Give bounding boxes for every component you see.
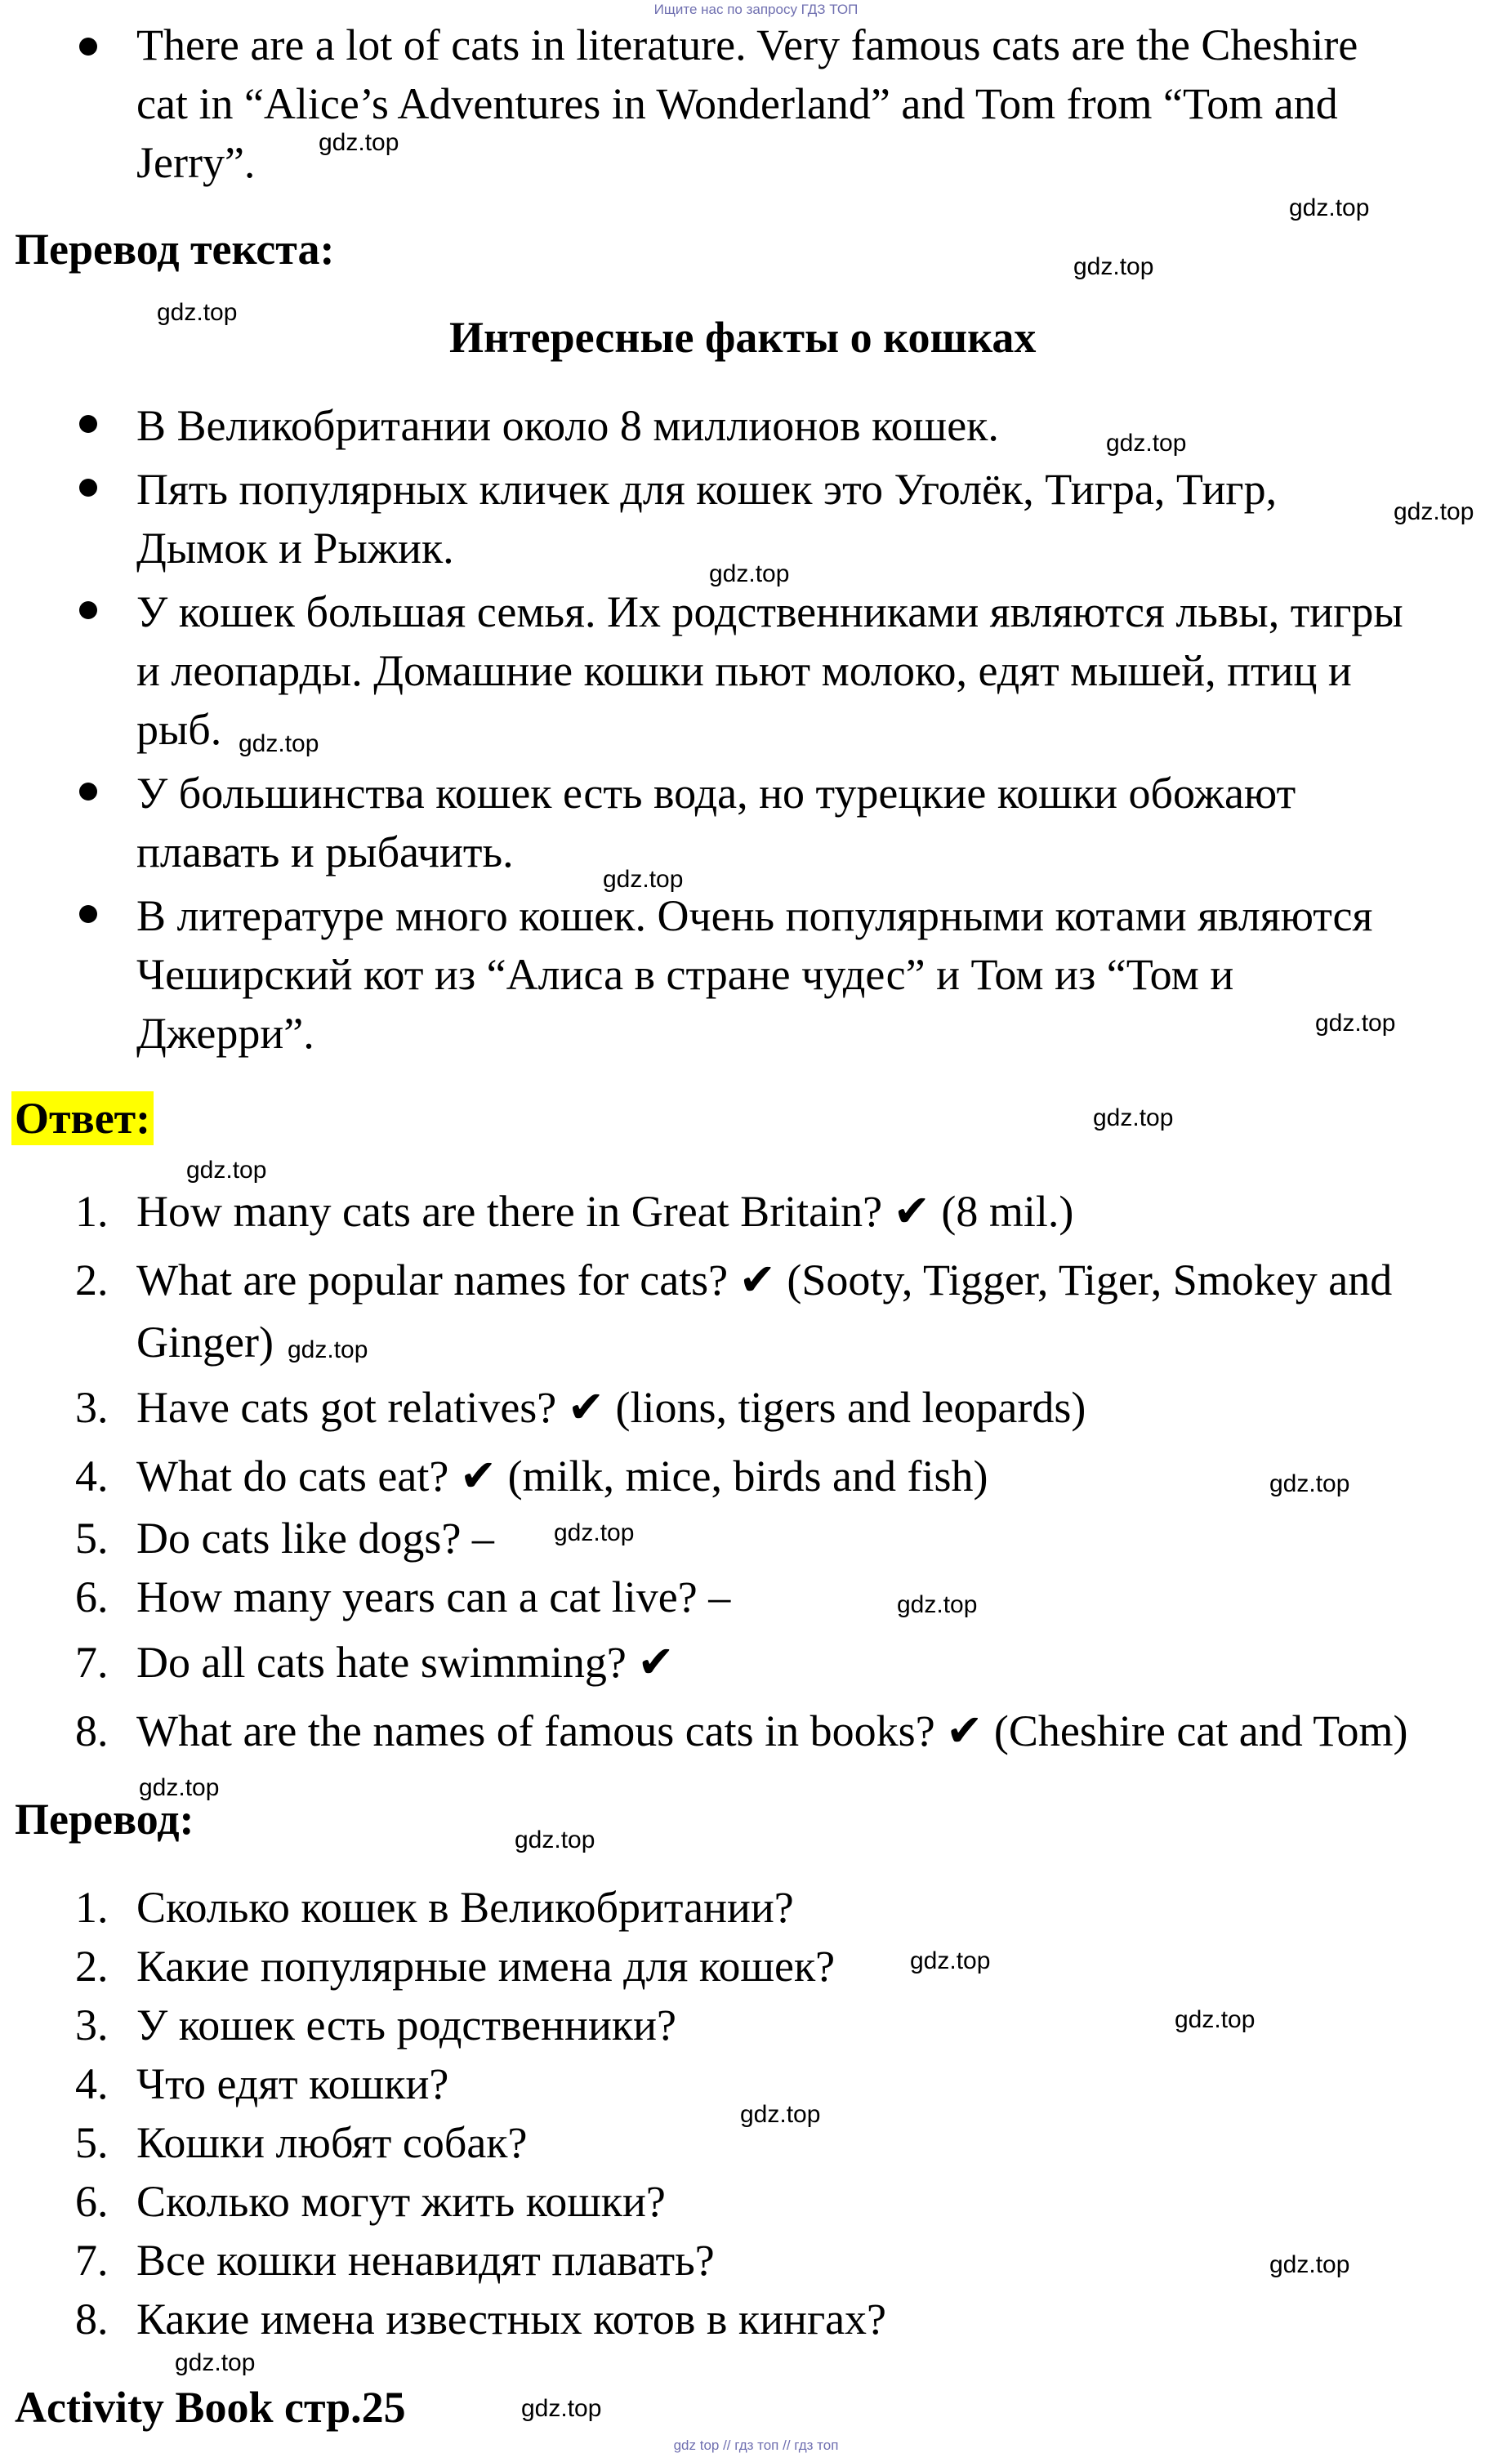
answer-question: Do cats like dogs? — [136, 1514, 462, 1563]
fact-line: В литературе много кошек. Очень популярными котами являются — [136, 891, 1373, 940]
fact-line: Чеширский кот из “Алиса в стране чудес” и Том из “Том и — [136, 950, 1234, 999]
watermark: gdz.top — [1315, 1010, 1396, 1037]
answer-question: Do all cats hate swimming? — [136, 1638, 627, 1687]
watermark: gdz.top — [709, 560, 790, 587]
watermark: gdz.top — [897, 1591, 978, 1618]
watermark: gdz.top — [1106, 430, 1187, 457]
translation-line: Сколько кошек в Великобритании? — [136, 1883, 794, 1932]
bullet-dot — [79, 905, 97, 923]
translation-line: Все кошки ненавидят плавать? — [136, 2236, 715, 2285]
answer-number: 8. — [75, 1706, 109, 1755]
answer-line — [136, 1636, 675, 1688]
bullet-dot — [79, 601, 97, 619]
checkmark-icon: ✔ — [637, 1636, 675, 1688]
watermark: gdz.top — [1289, 194, 1370, 221]
watermark: gdz.top — [521, 2395, 602, 2422]
answer-line — [136, 1514, 494, 1563]
watermark: gdz.top — [157, 299, 238, 326]
watermark: gdz.top — [288, 1336, 368, 1363]
fact-line: плавать и рыбачить. — [136, 827, 514, 876]
answer-line — [136, 1450, 988, 1501]
translation-number: 4. — [75, 2059, 109, 2108]
watermark: gdz.top — [1269, 1470, 1350, 1497]
fact-line: Дымок и Рыжик. — [136, 524, 454, 573]
translation-line: У кошек есть родственники? — [136, 2000, 676, 2049]
translation-line: Какие популярные имена для кошек? — [136, 1942, 836, 1991]
checkmark-icon: ✔ — [459, 1450, 497, 1501]
answer-question: How many years can a cat live? — [136, 1572, 698, 1621]
answer-question: How many cats are there in Great Britain? — [136, 1187, 883, 1236]
answer-number: 3. — [75, 1383, 109, 1432]
fact-line: и леопарды. Домашние кошки пьют молоко, едят мышей, птиц и — [136, 646, 1352, 695]
answer-number: 2. — [75, 1256, 109, 1305]
bullet-dot — [79, 38, 97, 56]
translation-number: 2. — [75, 1942, 109, 1991]
footer-banner: gdz top // гдз топ // гдз топ — [673, 2437, 839, 2453]
translation-heading: Перевод текста: — [15, 225, 335, 274]
activity-heading: Activity Book стр.25 — [15, 2383, 406, 2432]
intro-line: There are a lot of cats in literature. Very famous cats are the Cheshire — [136, 20, 1358, 69]
answer-line — [136, 1381, 1086, 1433]
watermark: gdz.top — [910, 1947, 991, 1974]
answer-heading: Ответ: — [11, 1091, 154, 1145]
watermark: gdz.top — [239, 730, 319, 757]
answer-note: (milk, mice, birds and fish) — [507, 1452, 988, 1501]
fact-line: рыб. — [136, 705, 222, 754]
fact-line: В Великобритании около 8 миллионов кошек. — [136, 401, 999, 450]
fact-line: У кошек большая семья. Их родственниками являются львы, тигры — [136, 587, 1403, 636]
answer-number: 5. — [75, 1514, 109, 1563]
translation2-heading: Перевод: — [15, 1795, 194, 1844]
bullet-dot — [79, 415, 97, 433]
translation-number: 5. — [75, 2118, 109, 2167]
intro-line: Jerry”. — [136, 138, 256, 187]
bullet-dot — [79, 479, 97, 497]
answer-note: (Cheshire cat and Tom) — [993, 1706, 1408, 1755]
watermark: gdz.top — [1269, 2251, 1350, 2278]
translation-number: 1. — [75, 1883, 109, 1932]
answer-number: 6. — [75, 1572, 109, 1621]
answer-question: What are popular names for cats? — [136, 1256, 729, 1305]
dash-mark: – — [471, 1514, 494, 1563]
answer-note: (Sooty, Tigger, Tiger, Smokey and — [787, 1256, 1393, 1305]
watermark: gdz.top — [175, 2349, 256, 2376]
checkmark-icon: ✔ — [567, 1381, 605, 1433]
answer-line — [136, 1185, 1074, 1237]
watermark: gdz.top — [515, 1826, 595, 1853]
answer-number: 7. — [75, 1638, 109, 1687]
translation-line: Кошки любят собак? — [136, 2118, 528, 2167]
watermark: gdz.top — [319, 129, 399, 156]
translation-line: Что едят кошки? — [136, 2059, 449, 2108]
facts-title: Интересные факты о кошках — [449, 313, 1037, 362]
fact-line: У большинства кошек есть вода, но турецкие кошки обожают — [136, 769, 1296, 818]
watermark: gdz.top — [1093, 1104, 1174, 1131]
watermark: gdz.top — [1394, 498, 1474, 525]
watermark: gdz.top — [603, 866, 684, 893]
checkmark-icon: ✔ — [738, 1254, 776, 1305]
translation-line: Какие имена известных котов в кингах? — [136, 2295, 887, 2344]
translation-number: 7. — [75, 2236, 109, 2285]
answer-line: Ginger) — [136, 1318, 274, 1367]
answer-note: (lions, tigers and leopards) — [615, 1383, 1086, 1432]
watermark: gdz.top — [1073, 253, 1154, 280]
answer-question: What do cats eat? — [136, 1452, 449, 1501]
dash-mark: – — [708, 1572, 731, 1621]
translation-number: 3. — [75, 2000, 109, 2049]
translation-number: 6. — [75, 2177, 109, 2226]
answer-number: 1. — [75, 1187, 109, 1236]
watermark: gdz.top — [139, 1774, 220, 1801]
watermark: gdz.top — [186, 1157, 267, 1184]
answer-number: 4. — [75, 1452, 109, 1501]
fact-line: Пять популярных кличек для кошек это Уголёк, Тигра, Тигр, — [136, 465, 1278, 514]
watermark: gdz.top — [740, 2101, 821, 2128]
intro-line: cat in “Alice’s Adventures in Wonderland” and Tom from “Tom and — [136, 79, 1338, 128]
top-banner: Ищите нас по запросу ГДЗ ТОП — [653, 2, 859, 17]
watermark: gdz.top — [554, 1519, 635, 1546]
answer-line — [136, 1254, 1393, 1305]
answer-question: What are the names of famous cats in books? — [136, 1706, 935, 1755]
watermark: gdz.top — [1175, 2006, 1256, 2033]
translation-number: 8. — [75, 2295, 109, 2344]
checkmark-icon: ✔ — [893, 1185, 930, 1237]
translation-line: Сколько могут жить кошки? — [136, 2177, 666, 2226]
answer-note: (8 mil.) — [941, 1187, 1074, 1236]
answer-question: Have cats got relatives? — [136, 1383, 557, 1432]
answer-line — [136, 1705, 1408, 1756]
answer-line — [136, 1572, 731, 1621]
fact-line: Джерри”. — [136, 1009, 314, 1058]
checkmark-icon: ✔ — [946, 1705, 983, 1756]
bullet-dot — [79, 783, 97, 801]
